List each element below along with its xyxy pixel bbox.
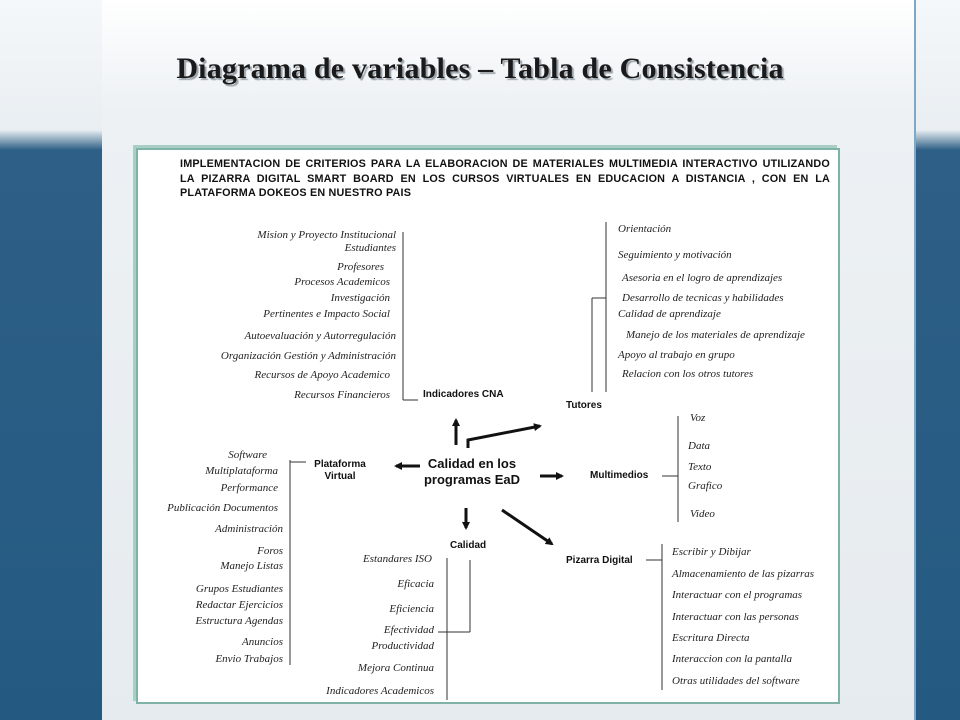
- indicadores-item: Estudiantes: [344, 242, 396, 254]
- diagram-heading: IMPLEMENTACION DE CRITERIOS PARA LA ELABORACION DE MATERIALES MULTIMEDIA INTERACTIVO UTILIZANDO LA PIZARRA DIGITAL SMART BOARD EN LOS CURSOS VIRTUALES EN EDUCACION A DISTANCIA , CON EN LA PLATAFORMA DOKEOS EN NUESTRO PAIS: [180, 158, 830, 199]
- node-indicadores: Indicadores CNA: [423, 389, 504, 400]
- calidad-item: Efectividad: [383, 624, 434, 636]
- tutores-item: Relacion con los otros tutores: [622, 368, 754, 380]
- plataforma-item: Grupos Estudiantes: [195, 583, 283, 595]
- multimedios-item: Texto: [688, 461, 712, 473]
- plataforma-item: Redactar Ejercicios: [195, 599, 283, 611]
- pizarra-item: Interactuar con las personas: [672, 611, 799, 623]
- node-tutores: Tutores: [566, 400, 602, 411]
- indicadores-item: Mision y Proyecto Institucional: [257, 229, 396, 241]
- plataforma-item: Multiplataforma: [205, 465, 278, 477]
- calidad-item: Eficiencia: [389, 603, 434, 615]
- pizarra-item: Almacenamiento de las pizarras: [672, 568, 815, 580]
- center-node: Calidad en los programas EaD: [423, 456, 521, 487]
- indicadores-item: Recursos de Apoyo Academico: [254, 369, 390, 381]
- plataforma-item: Foros: [257, 545, 283, 557]
- plataforma-item: Administración: [215, 523, 283, 535]
- indicadores-item: Organización Gestión y Administración: [220, 350, 396, 362]
- pizarra-item: Interaccion con la pantalla: [672, 653, 793, 665]
- plataforma-item: Anuncios: [242, 636, 283, 648]
- plataforma-item: Estructura Agendas: [195, 615, 283, 627]
- calidad-item: Indicadores Academicos: [326, 685, 434, 697]
- indicadores-item: Autoevaluación y Autorregulación: [244, 330, 396, 342]
- right-stripe: [914, 0, 916, 720]
- pizarra-item: Escritura Directa: [672, 632, 750, 644]
- calidad-item: Estandares ISO: [363, 553, 432, 565]
- left-side-panel: [0, 0, 102, 720]
- node-pizarra: Pizarra Digital: [566, 555, 633, 566]
- calidad-item: Eficacia: [397, 578, 434, 590]
- multimedios-item: Voz: [690, 412, 706, 424]
- node-plataforma-line1: Plataforma: [314, 459, 366, 470]
- tutores-item: Seguimiento y motivación: [618, 249, 732, 261]
- tutores-item: Asesoria en el logro de aprendizajes: [622, 272, 783, 284]
- multimedios-item: Grafico: [688, 480, 723, 492]
- right-side-panel: [914, 0, 960, 720]
- tutores-item: Desarrollo de tecnicas y habilidades: [622, 292, 784, 304]
- indicadores-item: Profesores: [337, 261, 384, 273]
- pizarra-item: Otras utilidades del software: [672, 675, 800, 687]
- tutores-item: Apoyo al trabajo en grupo: [618, 349, 735, 361]
- pizarra-item: Escribir y Dibijar: [672, 546, 751, 558]
- node-plataforma: [310, 459, 370, 483]
- tutores-item: Calidad de aprendizaje: [618, 308, 721, 320]
- plataforma-item: Manejo Listas: [220, 560, 283, 572]
- tutores-item: Manejo de los materiales de aprendizaje: [626, 329, 805, 341]
- plataforma-item: Envio Trabajos: [215, 653, 283, 665]
- calidad-item: Productividad: [371, 640, 434, 652]
- indicadores-item: Investigación: [330, 292, 390, 304]
- pizarra-item: Interactuar con el programas: [672, 589, 803, 601]
- plataforma-item: Performance: [220, 482, 278, 494]
- slide-title: Diagrama de variables – Tabla de Consistencia: [176, 52, 784, 85]
- node-plataforma-line2: Virtual: [324, 471, 356, 482]
- indicadores-item: Recursos Financieros: [294, 389, 390, 401]
- calidad-item: Mejora Continua: [357, 662, 434, 674]
- indicadores-item: Pertinentes e Impacto Social: [263, 308, 390, 320]
- indicadores-item: Procesos Academicos: [294, 276, 390, 288]
- tutores-item: Orientación: [618, 223, 672, 235]
- plataforma-item: Software: [228, 449, 267, 461]
- node-calidad: Calidad: [450, 540, 487, 551]
- multimedios-item: Data: [688, 440, 710, 452]
- node-multimedios: Multimedios: [590, 470, 649, 481]
- multimedios-item: Video: [690, 508, 715, 520]
- plataforma-item: Publicación Documentos: [167, 502, 278, 514]
